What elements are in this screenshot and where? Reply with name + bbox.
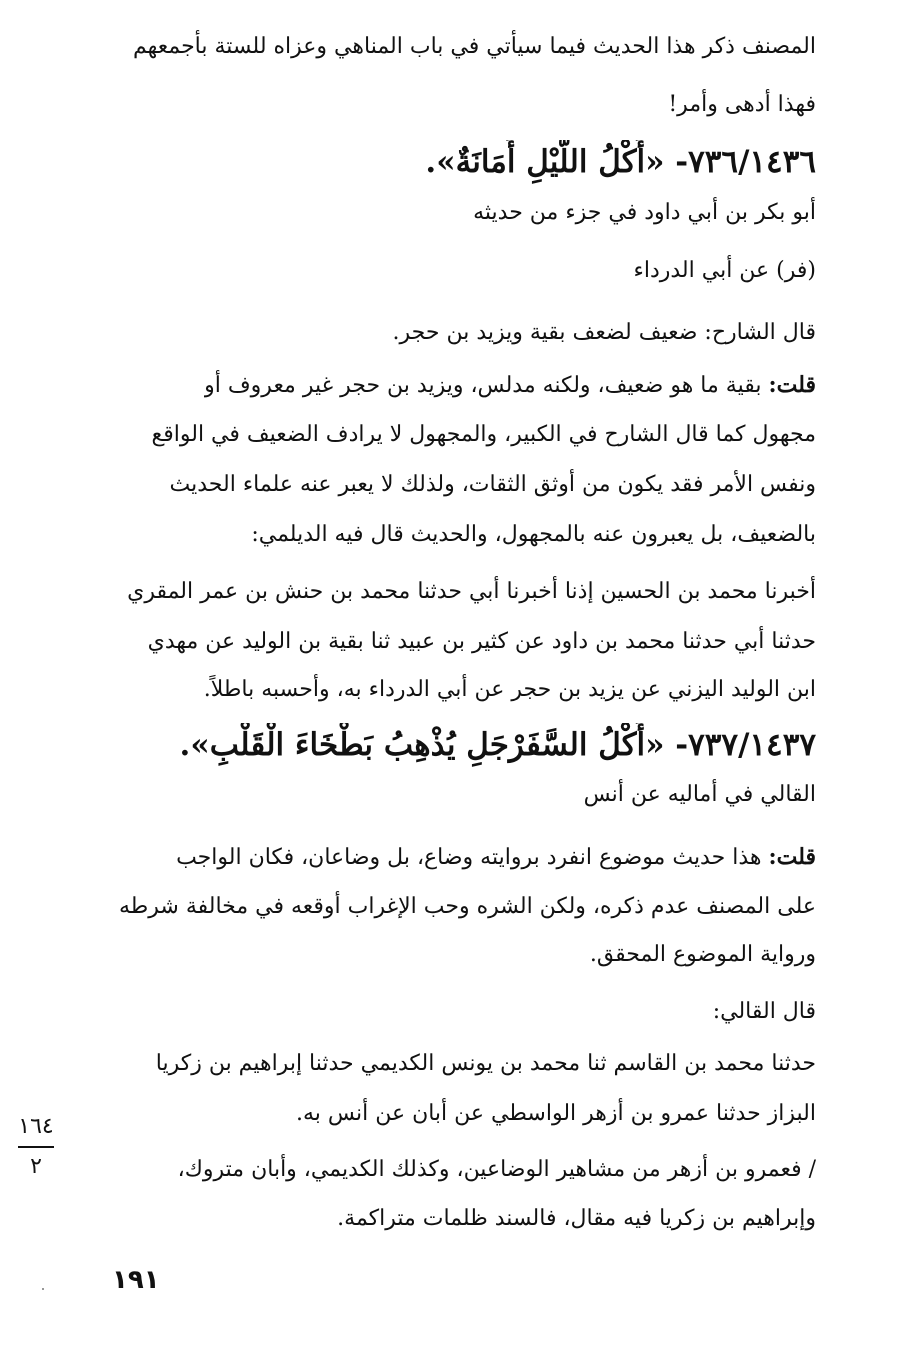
text-line: على المصنف عدم ذكره، ولكن الشره وحب الإغراب أوقعه في مخالفة شرطه (118, 894, 816, 919)
text-line: المصنف ذكر هذا الحديث فيما سيأتي في باب المناهي وعزاه للستة بأجمعهم (132, 34, 816, 59)
text-line: قلت: هذا حديث موضوع انفرد بروايته وضاع، بل وضاعان، فكان الواجب (176, 844, 816, 870)
text-line: قلت: بقية ما هو ضعيف، ولكنه مدلس، ويزيد بن حجر غير معروف أو (204, 372, 816, 398)
text-line: فهذا أدهى وأمر! (668, 92, 816, 117)
text-line: أخبرنا محمد بن الحسين إذنا أخبرنا أبي حدثنا محمد بن حنش بن عمر المقري (127, 579, 816, 604)
text-line: أبو بكر بن أبي داود في جزء من حديثه (473, 200, 816, 225)
page-number: ١٩١ (112, 1265, 160, 1295)
text-line: (فر) عن أبي الدرداء (633, 258, 816, 283)
qult-label: قلت: (768, 844, 816, 870)
text-line: ورواية الموضوع المحقق. (589, 942, 816, 967)
text-line: حدثنا أبي حدثنا محمد بن داود عن كثير بن عبيد ثنا بقية بن الوليد عن مهدي (147, 629, 816, 654)
margin-divider (18, 1146, 54, 1148)
text-line: حدثنا محمد بن القاسم ثنا محمد بن يونس الكديمي حدثنا إبراهيم بن زكريا (155, 1051, 816, 1076)
text-line: مجهول كما قال الشارح في الكبير، والمجهول لا يرادف الضعيف في الواقع (151, 422, 816, 447)
text-line: ونفس الأمر فقد يكون من أوثق الثقات، ولذلك لا يعبر عنه علماء الحديث (169, 472, 816, 497)
text-line: قال الشارح: ضعيف لضعف بقية ويزيد بن حجر. (392, 320, 816, 345)
qult-label: قلت: (768, 372, 816, 398)
margin-reference-top: ١٦٤ (18, 1114, 54, 1139)
hadith-heading: ٧٣٦/١٤٣٦- «أَكْلُ اللَّيْلِ أَمَانَةٌ». (425, 144, 816, 180)
text-line: البزاز حدثنا عمرو بن أزهر الواسطي عن أبان عن أنس به. (296, 1101, 816, 1126)
text-line: / فعمرو بن أزهر من مشاهير الوضاعين، وكذلك الكديمي، وأبان متروك، (177, 1157, 816, 1182)
text-line: بالضعيف، بل يعبرون عنه بالمجهول، والحديث قال فيه الديلمي: (251, 522, 816, 547)
hadith-heading: ٧٣٧/١٤٣٧- «أَكْلُ السَّفَرْجَلِ يُذْهِبُ بَطْخَاءَ الْقَلْبِ». (179, 727, 816, 763)
text-line: القالي في أماليه عن أنس (583, 782, 816, 807)
margin-reference (18, 1112, 54, 1182)
text-line: ابن الوليد اليزني عن يزيد بن حجر عن أبي الدرداء به، وأحسبه باطلاً. (203, 677, 816, 702)
text-line: وإبراهيم بن زكريا فيه مقال، فالسند ظلمات متراكمة. (337, 1206, 816, 1231)
text-line: قال القالي: (712, 999, 816, 1024)
margin-reference-bottom: ٢ (30, 1154, 42, 1179)
page-speck (42, 1288, 44, 1290)
